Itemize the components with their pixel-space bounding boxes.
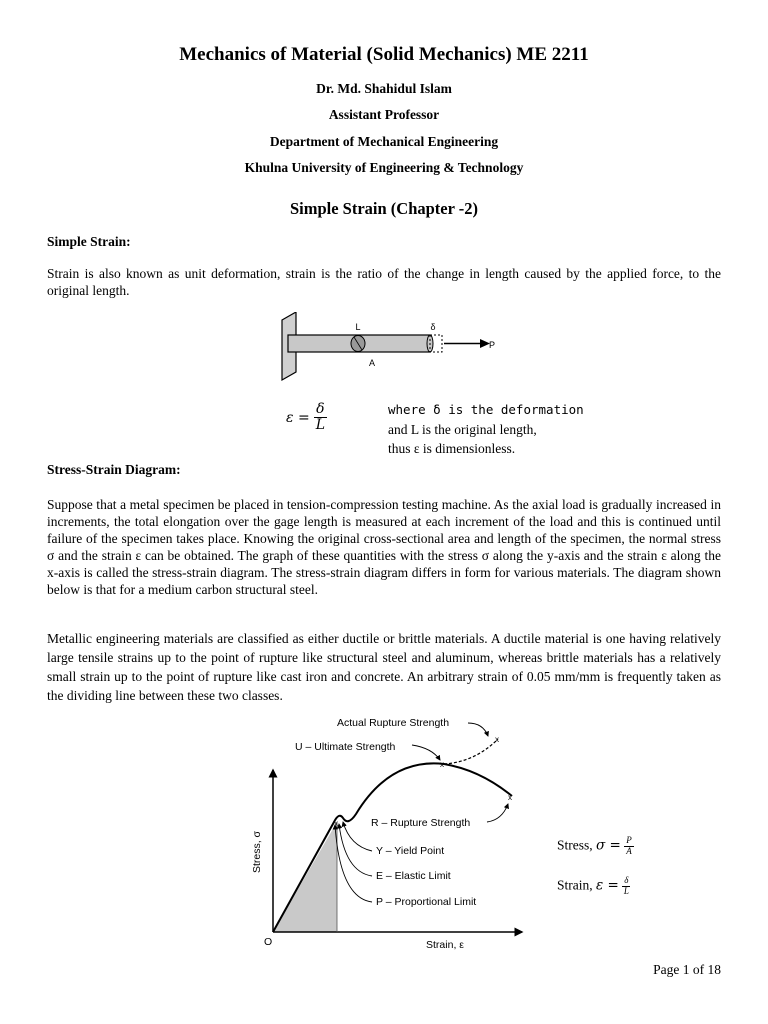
stress-strain-paragraph-1: Suppose that a metal specimen be placed in tension-compression testing machine. As the axial load is gradually increased in increments, the total elongation over the gage length is measured at each increment of the load and this is continued until failure of the specimen takes place. Knowing the original cross-sectional area and length of the specimen, the normal stress σ and the strain ε can be obtained. The graph of these quantities with the stress σ along the y-axis and the strain ε along the x-axis is called the stress-strain diagram. The stress-strain diagram differs in form for various materials. The diagram shown below is that for a medium carbon structural steel. bbox=[47, 497, 721, 597]
author-position: Assistant Professor bbox=[328, 107, 440, 122]
rupture-strength-label: R – Rupture Strength bbox=[371, 817, 471, 829]
strain-formula-label: Strain, bbox=[557, 877, 593, 893]
author-name: Dr. Md. Shahidul Islam bbox=[316, 81, 452, 96]
section-heading-stress-strain: Stress-Strain Diagram: bbox=[47, 462, 181, 477]
area-label: A bbox=[368, 358, 376, 368]
delta-label: δ bbox=[430, 322, 436, 332]
document-title: Mechanics of Material (Solid Mechanics) ME 2211 bbox=[179, 44, 589, 65]
actual-rupture-label: Actual Rupture Strength bbox=[337, 717, 450, 729]
strain-numerator-2: δ bbox=[624, 875, 629, 885]
strain-fraction-2 bbox=[622, 876, 630, 897]
stress-formula-label: Stress, bbox=[557, 837, 593, 853]
strain-numerator: δ bbox=[316, 401, 325, 417]
svg-text:x: x bbox=[440, 760, 444, 769]
load-label: P bbox=[489, 340, 496, 350]
stress-formula bbox=[557, 836, 634, 857]
stress-denominator: A bbox=[626, 845, 632, 856]
elastic-limit-label: E – Elastic Limit bbox=[376, 870, 451, 882]
stress-strain-paragraph-2: Metallic engineering materials are classified as either ductile or brittle materials. A ductile material is one having relatively large tensile strains up to the point of rupture like structural steel and aluminum, whereas brittle materials has a relatively small strain up to the point of rupture like cast iron and concrete. An arbitrary strain of 0.05 mm/mm is frequently taken as the dividing line between these two classes. bbox=[47, 631, 721, 703]
simple-strain-paragraph: Strain is also known as unit deformation, strain is the ratio of the change in length caused by the applied force, to the original length. bbox=[47, 266, 721, 298]
section-heading-simple-strain: Simple Strain: bbox=[47, 234, 131, 249]
svg-text:x: x bbox=[334, 819, 338, 828]
actual-rupture-curve bbox=[444, 739, 498, 764]
stress-strain-diagram bbox=[240, 712, 540, 958]
strain-denominator-2: L bbox=[623, 885, 629, 896]
strain-explanation bbox=[388, 400, 584, 459]
ultimate-strength-label: U – Ultimate Strength bbox=[295, 741, 396, 753]
strain-formula-2 bbox=[557, 876, 630, 897]
svg-text:x: x bbox=[508, 793, 512, 802]
department-name: Department of Mechanical Engineering bbox=[269, 134, 499, 149]
page-number: Page 1 of 18 bbox=[653, 962, 721, 977]
y-axis-label: Stress, σ bbox=[251, 830, 263, 874]
chapter-title: Simple Strain (Chapter -2) bbox=[289, 199, 479, 218]
strain-denominator: L bbox=[315, 417, 326, 434]
x-axis-label: Strain, ε bbox=[426, 939, 464, 951]
svg-text:x: x bbox=[495, 735, 499, 744]
origin-label: O bbox=[264, 936, 273, 948]
yield-point-label: Y – Yield Point bbox=[376, 845, 445, 857]
strain-formula bbox=[286, 402, 327, 434]
where-line-2: and L is the original length, bbox=[388, 421, 537, 437]
university-name: Khulna University of Engineering & Technology bbox=[244, 160, 524, 175]
stress-fraction bbox=[624, 836, 634, 857]
strain-formula-lhs-2: ε = bbox=[596, 877, 619, 894]
strain-fraction bbox=[314, 402, 326, 434]
where-line-1: where δ is the deformation bbox=[388, 402, 584, 417]
where-line-3: thus ε is dimensionless. bbox=[388, 441, 516, 456]
stress-numerator: P bbox=[626, 835, 632, 845]
stress-formula-lhs: σ = bbox=[596, 837, 621, 854]
strain-formula-lhs: ε = bbox=[286, 409, 310, 426]
axial-bar-figure bbox=[268, 312, 508, 382]
proportional-limit-label: P – Proportional Limit bbox=[376, 896, 477, 908]
length-label: L bbox=[355, 322, 361, 332]
